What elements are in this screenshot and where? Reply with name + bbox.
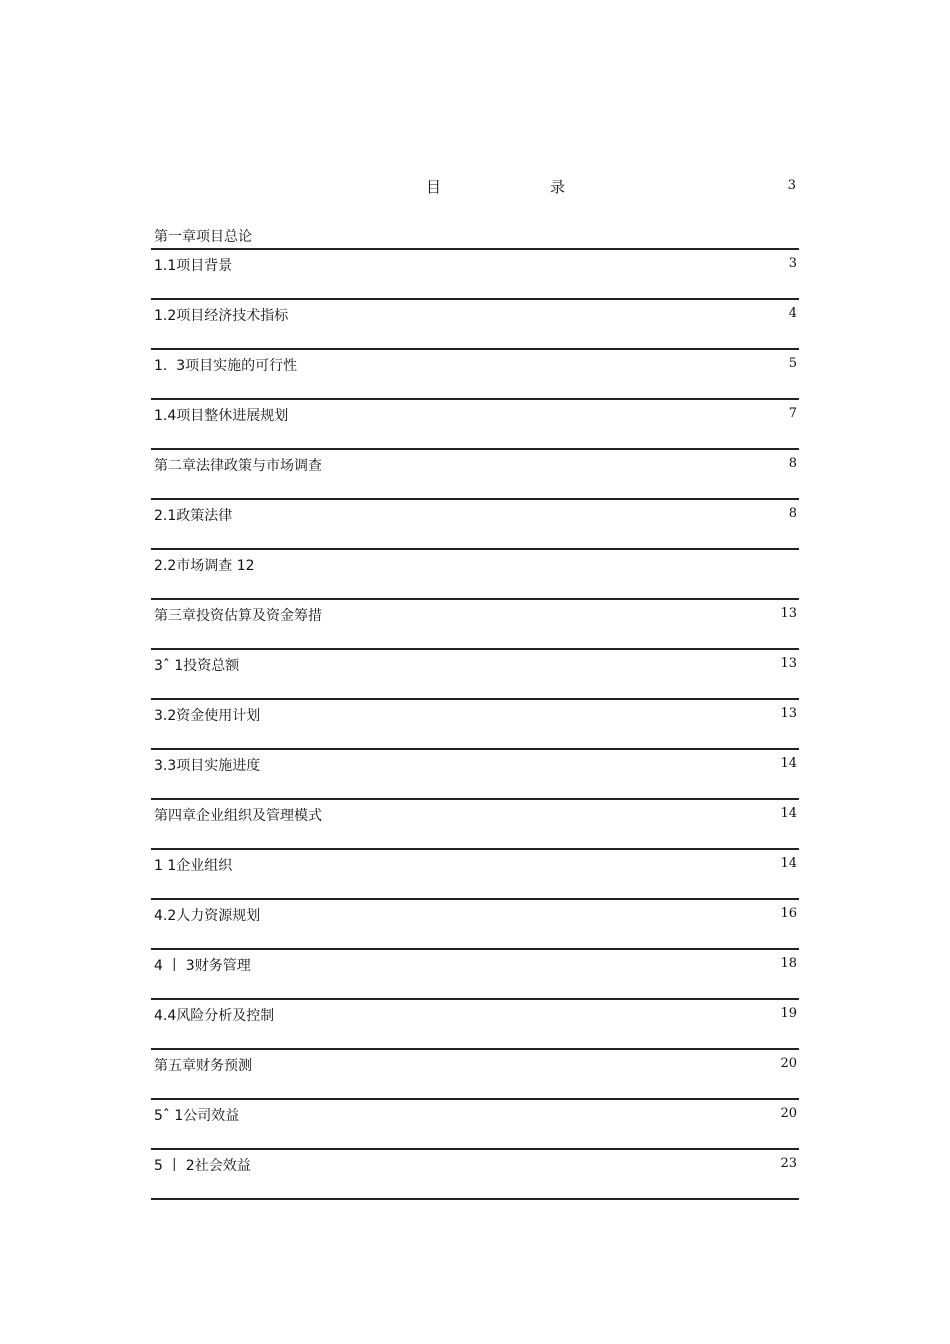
toc-entry-page: 5 bbox=[788, 356, 797, 371]
toc-entries bbox=[151, 248, 799, 1200]
toc-entry[interactable] bbox=[151, 798, 799, 848]
toc-entry-label: 1 1企业组织 bbox=[154, 858, 233, 874]
toc-entry-page: 7 bbox=[788, 406, 797, 421]
toc-entry[interactable] bbox=[151, 248, 799, 298]
toc-entry-page: 8 bbox=[788, 456, 797, 471]
toc-entry-page: 19 bbox=[780, 1006, 797, 1021]
toc-entry-label: 4 丨 3财务管理 bbox=[154, 958, 251, 974]
chapter-1-title: 第一章项目总论 bbox=[154, 229, 252, 245]
toc-entry-label: 5ˆ 1公司效益 bbox=[154, 1108, 240, 1124]
toc-entry-label: 4.4风险分析及控制 bbox=[154, 1008, 275, 1024]
toc-heading bbox=[152, 176, 798, 198]
toc-entry-label: 5 丨 2社会效益 bbox=[154, 1158, 251, 1174]
toc-entry-label: 3.2资金使用计划 bbox=[154, 708, 261, 724]
toc-entry[interactable] bbox=[151, 1048, 799, 1098]
toc-entry[interactable] bbox=[151, 948, 799, 998]
toc-entry[interactable] bbox=[151, 1098, 799, 1148]
toc-entry[interactable] bbox=[151, 598, 799, 648]
toc-entry[interactable] bbox=[151, 1148, 799, 1198]
toc-entry-page: 23 bbox=[780, 1156, 797, 1171]
toc-entry[interactable] bbox=[151, 998, 799, 1048]
toc-entry-label: 3ˆ 1投资总额 bbox=[154, 658, 240, 674]
toc-entry[interactable] bbox=[151, 548, 799, 598]
toc-entry-label: 1.4项目整休进展规划 bbox=[154, 408, 289, 424]
toc-entry-page: 8 bbox=[788, 506, 797, 521]
toc-entry-label: 1. 3项目实施的可行性 bbox=[154, 358, 298, 374]
toc-entry-label: 第二章法律政策与市场调查 bbox=[154, 458, 322, 474]
toc-entry-page: 14 bbox=[780, 856, 797, 871]
toc-entry[interactable] bbox=[151, 448, 799, 498]
toc-entry-page: 14 bbox=[780, 806, 797, 821]
toc-entry[interactable] bbox=[151, 298, 799, 348]
toc-entry-label: 2.2市场调查 12 bbox=[154, 558, 255, 574]
toc-entry-page: 13 bbox=[780, 656, 797, 671]
toc-entry-label: 第四章企业组织及管理模式 bbox=[154, 808, 322, 824]
toc-heading-char-2: 录 bbox=[550, 178, 566, 196]
toc-entry-label: 4.2人力资源规划 bbox=[154, 908, 261, 924]
toc-entry-page: 20 bbox=[780, 1106, 797, 1121]
toc-entry-page: 13 bbox=[780, 706, 797, 721]
toc-entry[interactable] bbox=[151, 348, 799, 398]
toc-entry[interactable] bbox=[151, 748, 799, 798]
toc-entry[interactable] bbox=[151, 498, 799, 548]
toc-heading-char-1: 目 bbox=[426, 178, 442, 196]
toc-entry[interactable] bbox=[151, 648, 799, 698]
toc-entry[interactable] bbox=[151, 398, 799, 448]
toc-entry-page: 3 bbox=[788, 256, 797, 271]
toc-entry-page: 14 bbox=[780, 756, 797, 771]
toc-entry-page: 18 bbox=[780, 956, 797, 971]
toc-entry-page: 13 bbox=[780, 606, 797, 621]
toc-entry-label: 1.2项目经济技术指标 bbox=[154, 308, 289, 324]
toc-entry-label: 第五章财务预测 bbox=[154, 1058, 252, 1074]
toc-entry[interactable] bbox=[151, 698, 799, 748]
toc-entry-label: 第三章投资估算及资金筹措 bbox=[154, 608, 322, 624]
toc-entry-page: 20 bbox=[780, 1056, 797, 1071]
toc-entry-page: 16 bbox=[780, 906, 797, 921]
toc-entry-label: 2.1政策法律 bbox=[154, 508, 233, 524]
toc-end-rule bbox=[151, 1198, 799, 1200]
toc-entry-label: 3.3项目实施进度 bbox=[154, 758, 261, 774]
toc-entry[interactable] bbox=[151, 848, 799, 898]
toc-entry-label: 1.1项目背景 bbox=[154, 258, 233, 274]
toc-heading-page: 3 bbox=[787, 178, 796, 193]
toc-entry-page: 4 bbox=[788, 306, 797, 321]
toc-entry[interactable] bbox=[151, 898, 799, 948]
